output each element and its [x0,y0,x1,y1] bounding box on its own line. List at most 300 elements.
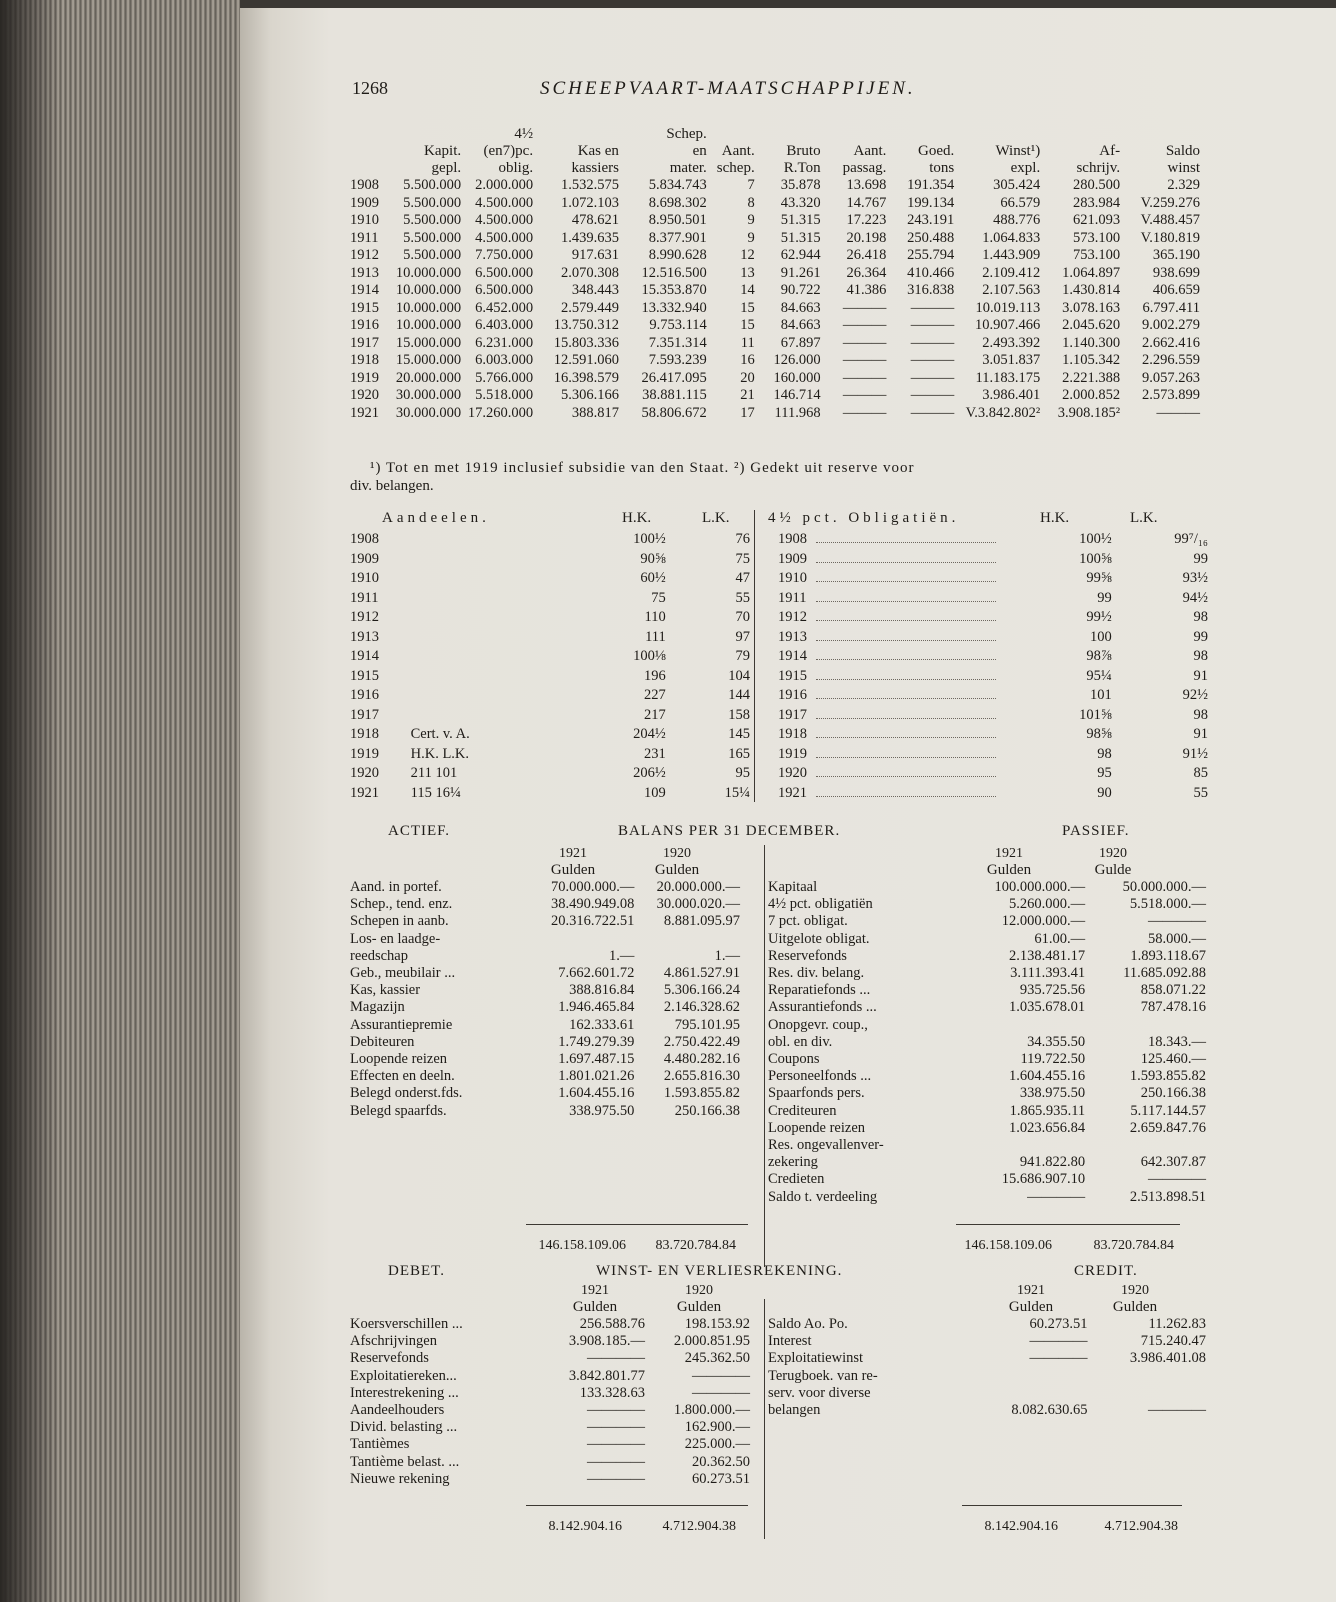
column-header: mater. [669,160,707,176]
value-cell: 11.183.175 [975,369,1041,386]
value-cell: 95 [735,765,750,781]
value-cell: 8 [747,194,755,211]
label-cell: Uitgelote obligat. [768,930,870,947]
table-row [768,608,1208,628]
table-row [350,1368,750,1385]
year-cell: 1912 [778,609,807,625]
label-cell: Assurantiefonds ... [768,999,877,1016]
column-header: oblig. [498,160,534,176]
table-row [350,230,1200,248]
footnote [350,460,1200,495]
label-cell: Kas, kassier [350,982,421,999]
value-cell: ——— [842,317,887,333]
value-cell: 98 [1097,745,1112,762]
label-cell: Effecten en deeln. [350,1068,455,1085]
value-cell: 90⅝ [640,550,666,567]
value-cell: 60½ [640,570,666,586]
value-cell: 101 [1089,687,1112,703]
label-cell: Onopgevr. coup., [768,1016,868,1033]
value-cell: 478.621 [571,212,619,228]
year-cell: 1909 [778,550,807,567]
balance-right-unit2: Gulde [1094,862,1132,878]
value-cell: 1.532.575 [560,177,619,193]
column-header: (en7)pc. [483,143,534,159]
value-cell: 787.478.16 [1140,999,1206,1016]
value-cell: 12 [740,247,755,263]
label-cell: Nieuwe rekening [350,1470,450,1487]
value-cell: ———— [586,1419,645,1436]
label-cell: Aand. in portef. [350,879,442,895]
table-row [768,1171,1206,1188]
value-cell: 146.714 [773,387,821,403]
table-row [350,764,750,784]
table-row [350,282,1200,300]
value-cell: 76 [735,531,750,547]
value-cell: 99⅝ [1086,570,1112,586]
table-row [768,1385,1206,1402]
value-cell: 111.968 [774,404,821,421]
column-header: Af- [1099,143,1121,159]
value-cell: 243.191 [907,212,955,228]
year-cell: 1918 [778,726,807,742]
table-row [350,335,1200,353]
value-cell: 26.418 [846,247,887,263]
value-cell: 111 [645,628,666,645]
year-cell: 1914 [350,282,379,298]
value-cell: 35.878 [780,177,821,193]
table-row [350,948,740,965]
value-cell: 227 [644,687,666,703]
value-cell: 2.070.308 [560,264,619,281]
value-cell: 2.000.000 [475,177,534,193]
value-cell: 85 [1193,765,1208,781]
value-cell: 4.500.000 [475,194,534,211]
value-cell: 10.000.000 [395,282,462,298]
value-cell: 162.333.61 [569,1016,635,1033]
table-row [768,1017,1206,1034]
table-row [350,1471,750,1488]
value-cell: 1.072.103 [560,194,619,211]
year-cell: 1915 [778,667,807,684]
balance-right-year2: 1920 [1099,846,1127,861]
column-header [1040,126,1120,143]
value-cell: 17.223 [846,212,887,228]
value-cell: 165 [728,745,750,762]
leader-dots [816,706,1045,726]
label-cell: 7 pct. obligat. [768,913,848,930]
balance-left-rule [526,1224,748,1225]
balance-divider [764,845,765,1267]
label-cell: Koersverschillen ... [350,1316,463,1332]
column-header [755,126,821,143]
value-cell: 198.153.92 [684,1316,750,1332]
label-cell: Kapitaal [768,879,818,895]
value-cell: 99⁷/₁₆ [1174,531,1208,547]
debet-label: DEBET. [388,1263,445,1279]
pnl-right-year1: 1921 [1017,1283,1045,1298]
table-row [350,247,1200,265]
value-cell [533,931,635,948]
value-cell: ——— [842,387,887,403]
label-cell: serv. voor diverse [768,1384,871,1401]
table-row [350,1034,740,1051]
value-cell: 60.273.51 [1029,1316,1088,1332]
value-cell: 7.593.239 [648,352,707,368]
year-cell: 1918 [350,352,379,368]
value-cell: 15¼ [724,784,750,801]
table-row [768,725,1208,745]
table-row [350,999,740,1016]
value-cell: 67.897 [780,334,821,351]
table-row [350,212,1200,230]
value-cell: 316.838 [907,282,955,298]
value-cell: V.3.842.802² [965,404,1041,421]
label-cell: Cert. v. A. [410,726,470,742]
label-cell [403,550,614,570]
pnl-left-unit2: Gulden [676,1299,722,1315]
value-cell: 51.315 [780,229,821,246]
value-cell: 1.893.118.67 [1130,947,1206,964]
value-cell: 18.343.— [1148,1033,1206,1050]
value-cell: 9 [747,212,755,228]
table-row [768,745,1208,765]
table-row [768,647,1208,667]
label-cell [403,569,614,589]
shares-title: Aandeelen. [382,510,490,526]
header-row [350,160,1200,177]
label-cell [403,530,614,550]
value-cell: 250.166.38 [1140,1085,1206,1102]
table-row [350,686,750,706]
table-row [768,764,1208,784]
value-cell: ———— [1148,1171,1206,1188]
value-cell: 15 [740,317,755,333]
value-cell [634,931,740,948]
value-cell: 917.631 [571,247,619,263]
table-row [350,1419,750,1436]
value-cell: 191.354 [907,177,955,193]
column-header: Goed. [918,143,955,159]
value-cell: 13 [740,264,755,281]
value-cell: 20.000.000 [395,369,462,386]
value-cell: 2.573.899 [1142,387,1200,403]
value-cell: 62.944 [780,247,821,263]
table-row [768,628,1208,648]
value-cell: 573.100 [1072,229,1121,246]
value-cell: 5.117.144.57 [1130,1102,1206,1119]
value-cell: 10.907.466 [974,317,1041,333]
label-cell: 4½ pct. obligatiën [768,896,873,913]
value-cell: 6.500.000 [475,264,534,281]
year-cell: 1908 [778,531,807,547]
value-cell: 97 [735,628,750,645]
column-header: 4½ [514,126,534,142]
value-cell: 34.355.50 [1027,1033,1086,1050]
column-header: expl. [1010,160,1041,176]
year-cell: 1916 [350,687,379,703]
value-cell: ——— [910,317,955,333]
table-row [350,1436,750,1453]
value-cell: V.180.819 [1140,229,1200,246]
value-cell: 75 [735,550,750,567]
value-cell: ——— [842,369,887,386]
value-cell: 6.452.000 [475,299,534,316]
label-cell: Tantième belast. ... [350,1453,460,1470]
value-cell: 7 [747,177,755,193]
pnl-left-year2: 1920 [685,1283,713,1298]
label-cell: Belegd onderst.fds. [350,1085,463,1102]
value-cell: 99 [1193,628,1208,645]
label-cell: Exploitatiewinst [768,1350,864,1367]
year-cell: 1915 [350,667,379,684]
value-cell: 30.000.000 [395,404,462,421]
value-cell: 2.296.559 [1142,352,1200,368]
value-cell: ———— [586,1402,645,1419]
balance-right-unit1: Gulden [986,862,1032,878]
value-cell: 11.685.092.88 [1123,965,1206,982]
label-cell: Loopende reizen [350,1051,448,1068]
leader-dots [816,530,1045,550]
leader-dots [816,686,1045,706]
leader-dots [816,608,1045,628]
value-cell: ——— [842,299,887,316]
pnl-right-year2: 1920 [1121,1283,1149,1298]
table-row [768,1034,1206,1051]
value-cell: 1.064.833 [982,229,1041,246]
value-cell: 9.753.114 [649,317,707,333]
table-row [350,300,1200,318]
table-row [350,879,740,896]
table-row [768,1402,1206,1419]
column-header [533,126,619,143]
value-cell: 55 [1193,784,1208,801]
leader-dots [816,628,1045,648]
table-row [350,387,1200,405]
table-row [768,550,1208,570]
value-cell: 1.— [609,947,635,964]
value-cell: 5.834.743 [648,177,707,193]
balance-passief-table [768,879,1206,1206]
value-cell: 100½ [633,531,666,547]
value-cell: 12.591.060 [553,352,619,368]
value-cell: 160.000 [773,369,821,386]
value-cell: 245.362.50 [684,1350,750,1367]
label-cell: Magazijn [350,999,405,1016]
value-cell: ——— [1156,404,1200,421]
value-cell [973,1368,1087,1385]
value-cell: 5.306.166.24 [663,982,740,999]
value-cell: 9.057.263 [1142,369,1200,386]
label-cell: Schepen in aanb. [350,913,449,930]
table-row [350,706,750,726]
value-cell: 365.190 [1152,247,1200,263]
label-cell: Reservefonds [768,947,847,964]
year-cell: 1919 [350,369,379,386]
value-cell: 92½ [1182,687,1208,703]
table-row [350,913,740,930]
balance-left-total-1921: 146.158.109.06 [538,1238,626,1253]
value-cell: 5.766.000 [475,369,534,386]
value-cell: 41.386 [846,282,887,298]
value-cell: 1.604.455.16 [558,1085,635,1102]
label-cell: Crediteuren [768,1102,837,1119]
value-cell: 9 [747,229,755,246]
balance-right-total-1920: 83.720.784.84 [1093,1238,1174,1253]
value-cell: 858.071.22 [1140,982,1206,999]
value-cell: 6.797.411 [1142,299,1200,316]
value-cell: 753.100 [1072,247,1121,263]
value-cell: 256.588.76 [579,1316,645,1332]
value-cell: ———— [1029,1333,1088,1350]
book-edge-shadow [0,0,60,1602]
value-cell: 145 [728,726,750,742]
label-cell: belangen [768,1402,821,1419]
value-cell: 388.817 [571,404,619,421]
column-header [350,160,396,177]
value-cell: 488.776 [993,212,1041,228]
label-cell: 211 101 [410,765,458,781]
value-cell: 2.659.847.76 [1129,1119,1206,1136]
year-cell: 1917 [350,706,379,723]
credit-label: CREDIT. [1074,1263,1138,1279]
column-header: kassiers [571,160,619,176]
table-row [768,1120,1206,1137]
value-cell: 26.364 [846,264,887,281]
table-header [350,126,1200,177]
value-cell: 2.000.851.95 [673,1333,750,1350]
balance-right-year1: 1921 [995,846,1023,861]
table-row [768,1085,1206,1102]
year-cell: 1911 [350,589,379,606]
value-cell: ——— [910,334,955,351]
year-cell: 1912 [350,609,379,625]
label-cell [403,667,614,687]
table-row [768,1333,1206,1350]
balance-left-unit1: Gulden [550,862,596,878]
value-cell: 410.466 [907,264,955,281]
value-cell: 10.000.000 [395,264,462,281]
label-cell: Interestrekening ... [350,1384,459,1401]
table-row [768,948,1206,965]
year-cell: 1917 [778,706,807,723]
value-cell: 4.480.282.16 [663,1051,740,1068]
pnl-left-unit1: Gulden [572,1299,618,1315]
value-cell: 20.000.000.— [656,879,740,895]
table-row [350,589,750,609]
leader-dots [816,725,1045,745]
value-cell: 6.500.000 [475,282,534,298]
value-cell: 126.000 [773,352,821,368]
label-cell [403,647,614,667]
pnl-left-total-1920: 4.712.904.38 [662,1519,736,1534]
label-cell: Assurantiepremie [350,1016,453,1033]
label-cell: Debiteuren [350,1033,415,1050]
value-cell: ———— [692,1384,750,1401]
book-page [240,8,1336,1602]
value-cell: 99 [1193,550,1208,567]
value-cell: 158 [728,706,750,723]
value-cell: 305.424 [993,177,1041,193]
value-cell: 50.000.000.— [1122,879,1206,895]
table-row [768,965,1206,982]
column-header: winst [1167,160,1200,176]
table-row [350,965,740,982]
value-cell: 1.604.455.16 [1009,1068,1086,1085]
column-header: R.Ton [783,160,821,176]
value-cell: 1.443.909 [982,247,1041,263]
leader-dots [816,569,1045,589]
label-cell: Saldo t. verdeeling [768,1188,878,1205]
value-cell: 98 [1193,648,1208,664]
column-header [396,126,461,143]
value-cell: 3.051.837 [982,352,1041,368]
year-cell: 1919 [778,745,807,762]
value-cell: 110 [644,609,666,625]
table-row [350,1085,740,1102]
year-cell: 1909 [350,550,379,567]
table-row [350,667,750,687]
table-row [768,982,1206,999]
value-cell: 3.908.185.— [568,1333,645,1350]
value-cell: 20.198 [846,229,887,246]
balance-right-rule [956,1224,1180,1225]
label-cell: zekering [768,1154,818,1171]
pnl-right-unit1: Gulden [1008,1299,1054,1315]
year-cell: 1920 [778,765,807,781]
label-cell [403,686,614,706]
pnl-left-year1: 1921 [581,1283,609,1298]
leader-dots [816,550,1045,570]
table-row [350,1316,750,1333]
value-cell: 7.351.314 [648,334,707,351]
label-cell: Afschrijvingen [350,1333,437,1350]
table-row [350,1051,740,1068]
value-cell: 100⅝ [1079,550,1112,567]
balance-left-total-1920: 83.720.784.84 [655,1238,736,1253]
column-header [886,126,954,143]
footnote-line-2: div. belangen. [350,477,434,494]
value-cell: 1.946.465.84 [558,999,635,1016]
label-cell: Geb., meubilair ... [350,965,456,982]
value-cell: 338.975.50 [1019,1085,1086,1102]
table-row [768,931,1206,948]
value-cell: 91 [1193,726,1208,742]
column-header: tons [929,160,955,176]
table-row [768,999,1206,1016]
column-header [1120,126,1200,143]
year-cell: 1913 [350,264,379,281]
value-cell: 8.881.095.97 [663,913,740,930]
value-cell: 5.260.000.— [1009,896,1086,913]
value-cell: 109 [644,784,666,801]
value-cell: 1.801.021.26 [558,1068,635,1085]
table-row [350,195,1200,213]
value-cell: ———— [1148,913,1206,930]
table-row [350,608,750,628]
year-cell: 1920 [350,387,379,403]
table-row [350,352,1200,370]
value-cell: 196 [644,667,666,684]
table-row [768,589,1208,609]
year-cell: 1913 [778,628,807,645]
table-row [350,1402,750,1419]
table-row [350,405,1200,423]
value-cell: V.259.276 [1140,194,1200,211]
value-cell: V.488.457 [1140,212,1200,228]
value-cell: 795.101.95 [674,1016,740,1033]
year-cell: 1910 [350,212,379,228]
value-cell: 11 [740,334,755,351]
